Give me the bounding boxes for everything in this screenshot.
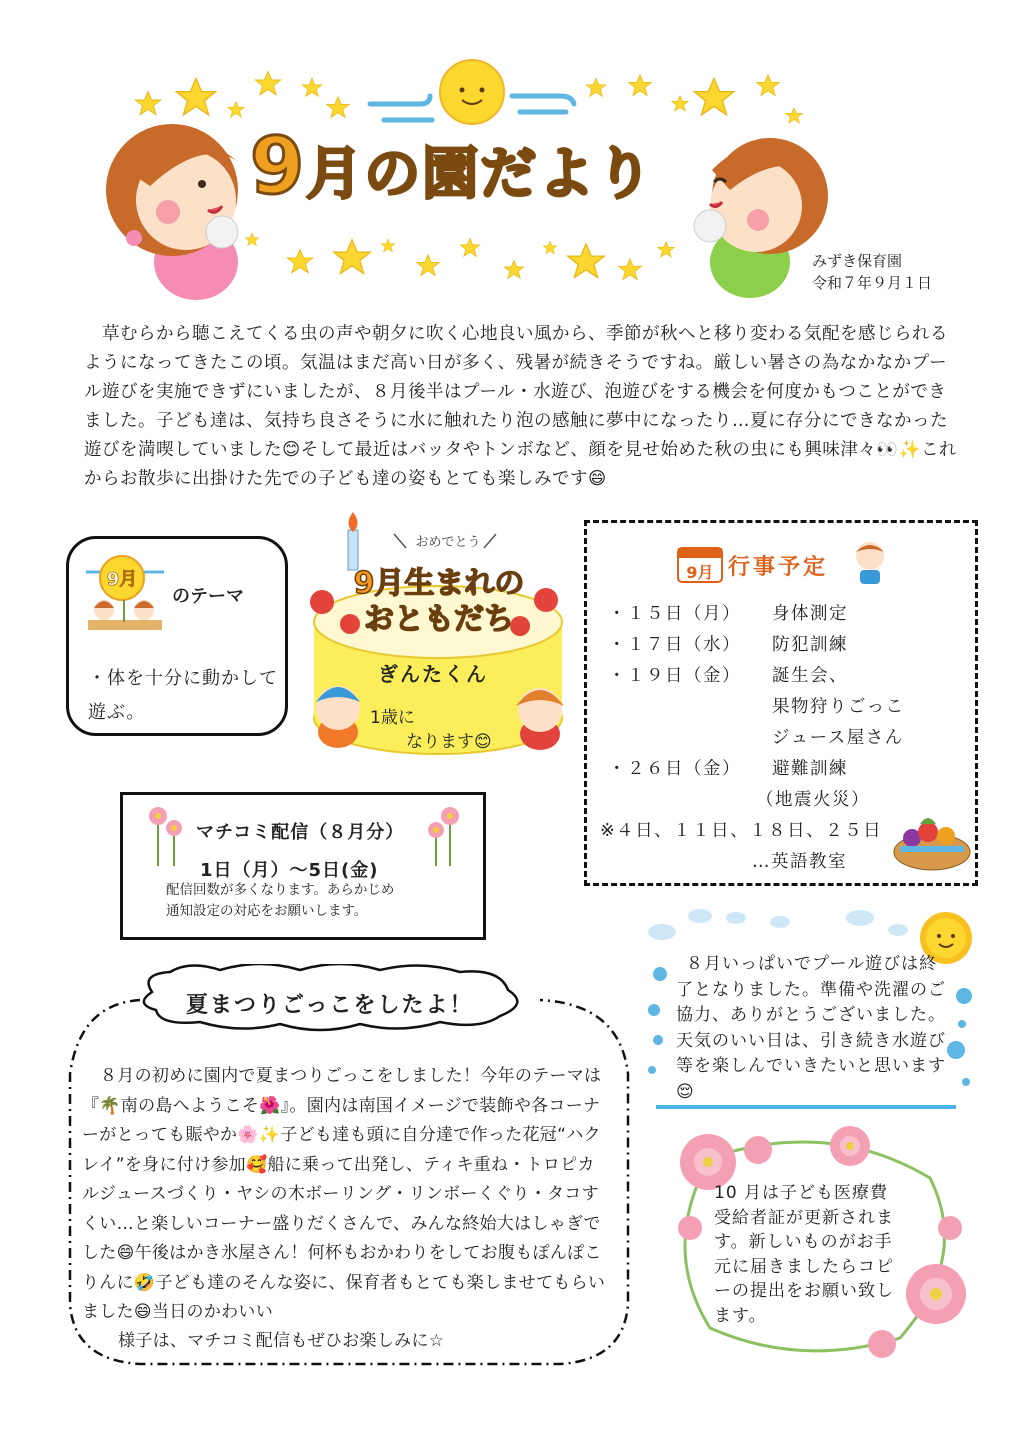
- machicomi-dates: 1日（月）～5日(金): [200, 860, 379, 881]
- title-number: 9: [250, 122, 307, 212]
- events-note: ※４日、１１日、１８日、２５日: [600, 821, 883, 841]
- cosmos-flower-right-icon: [420, 802, 470, 868]
- birthday-title-line1: 9月生まれの: [353, 566, 525, 601]
- page-title: [250, 122, 655, 212]
- machicomi-note-line1: 配信回数が多くなります。あらかじめ: [166, 882, 395, 898]
- event-name: （地震火災）: [756, 790, 870, 810]
- event-date: ・１５日（月）: [608, 604, 741, 624]
- events-calendar-icon: [676, 542, 724, 584]
- events-title: 行事予定: [728, 555, 829, 580]
- birthday-boy-icon: [316, 686, 360, 748]
- divider: [656, 1105, 956, 1109]
- summer-last-line: 様子は、マチコミ配信もぜひお楽しみに☆: [118, 1331, 445, 1351]
- birthday-child-name: ぎんたくん: [378, 662, 488, 686]
- events-badge: 9月: [686, 563, 714, 582]
- event-name: 果物狩りごっこ: [772, 697, 905, 717]
- birthday-girl-icon: [516, 688, 564, 750]
- summer-body: ８月の初めに園内で夏まつりごっこをしました！今年のテーマは『🌴南の島へようこそ🌺』。園内は南国イメージで装飾や各コーナーがとっても賑やか🌸✨子ども達も頭に自分達で作った花冠“ハクレイ”を身に付け参加🥰船に乗って出発し、ティキ重ね・トロピカルジュースづくり・ヤシの木ボーリング・リンボーくぐり・タコすくい…と楽しいコーナー盛りだくさんで、みんな終始大はしゃぎでした😄午後はかき氷屋さん！何杯もおかわりをしてお腹もぽんぽこりんに🤣子ども達のそんな姿に、保育者もとても楽しませてもらいました😄当日のかわいい: [82, 1066, 606, 1322]
- title-text: 月の園だより: [306, 142, 655, 207]
- machicomi-note-line2: 通知設定の対応をお願いします。: [166, 903, 368, 919]
- school-info: [812, 250, 932, 294]
- birthday-banner: おめでとう: [415, 535, 481, 550]
- theme-illustration: [82, 552, 168, 642]
- cosmos-flower-left-icon: [140, 802, 190, 868]
- girl-illustration: [106, 124, 238, 300]
- events-kid-icon: [848, 538, 894, 586]
- school-name: みずき保育園: [812, 252, 903, 270]
- birthday-title: [334, 566, 544, 638]
- summer-title: 夏まつりごっこをしたよ！: [186, 993, 474, 1018]
- event-row: [608, 600, 741, 625]
- birthday-message-line1: 1歳に: [370, 708, 415, 728]
- fruit-basket-icon: [892, 812, 972, 872]
- sun-icon: [440, 60, 504, 124]
- event-name: ジュース屋さん: [772, 728, 904, 748]
- event-date: ・１７日（水）: [608, 635, 741, 655]
- theme-badge: 9月: [106, 569, 138, 590]
- medical-notice: 10 月は子ども医療費受給者証が更新されます。新しいものがお手元に届きましたらコピーの提出をお願い致します。: [714, 1183, 894, 1326]
- machicomi-note: [166, 880, 394, 922]
- issue-date: 令和７年９月１日: [812, 274, 933, 292]
- intro-paragraph: 草むらから聴こえてくる虫の声や朝夕に吹く心地良い風から、季節が秋へと移り変わる気配を感じられるようになってきたこの頃。気温はまだ高い日が多く、残暑が続きそうですね。厳しい暑さの為なかなかプール遊びを実施できずにいましたが、８月後半はプール・水遊び、泡遊びをする機会を何度かもつことができました。子ども達は、気持ち良さそうに水に触れたり泡の感触に夢中になったり…夏に存分にできなかった遊びを満喫していました😊そして最近はバッタやトンボなど、顔を見せ始めた秋の虫にも興味津々👀✨これからお散歩に出掛けた先での子ども達の姿もとても楽しみです😄: [84, 324, 957, 489]
- theme-body: ・体を十分に動かして 遊ぶ。: [88, 668, 297, 723]
- boy-illustration: [694, 138, 828, 298]
- cloud-icon: [648, 909, 908, 940]
- birthday-title-line2: おともだち: [364, 602, 514, 637]
- birthday-message-line2: なります😊: [406, 732, 492, 752]
- event-date: ・１９日（金）: [608, 666, 741, 686]
- event-name: 誕生会、: [772, 666, 848, 686]
- event-name: 防犯訓練: [772, 635, 848, 655]
- event-name: 身体測定: [772, 604, 848, 624]
- event-name: 避難訓練: [772, 759, 848, 779]
- birthday-message: [370, 706, 492, 754]
- machicomi-title: マチコミ配信（８月分）: [196, 822, 405, 843]
- pool-notice: ８月いっぱいでプール遊びは終了となりました。準備や洗濯のご協力、ありがとうございました。天気のいい日は、引き続き水遊び等を楽しんでいきたいと思います😌: [676, 954, 946, 1102]
- event-date: ・２６日（金）: [608, 759, 741, 779]
- events-note-2: …英語教室: [752, 852, 847, 872]
- theme-label: のテーマ: [172, 586, 244, 607]
